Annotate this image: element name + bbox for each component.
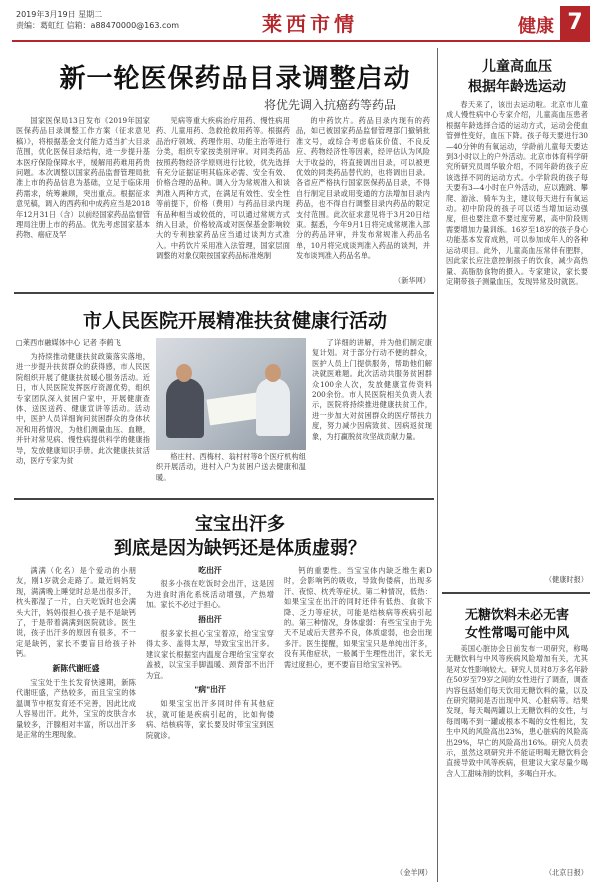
third-col-1b-text: 宝宝处于生长发育快速期，新陈代谢旺盛，产热较多，而且宝宝的体温调节中枢发育还不完善，因此比成人容易出汗。此外，宝宝的皮肤含水量较多，汗腺相对丰富，所以出汗多是正常的生理现象。 xyxy=(16,678,136,740)
subhead-illness-sweat: "病"出汗 xyxy=(194,685,226,695)
third-source: （金羊网） xyxy=(396,868,432,877)
third-col-1 xyxy=(16,566,136,882)
second-title: 市人民医院开展精准扶贫健康行活动 xyxy=(82,310,387,332)
lead-col-1-text: 国家医保局13日发布《2019年国家医保药品目录调整工作方案（征求意见稿）》，将根据基金支付能力适当扩大目录范围，优化医保目录结构，进一步提升基本医疗保险保障水平，缓解用药难用药贵问题。本次调整以国家药品监督管理局批准上市的药品信息为基础，立足于临床用药需求，统筹兼顾，突出重点。根据征求意见稿，调入的西药和中成药应当是2018年12月31日（含）以前经国家药品监督管理局注册上市的药品。优先考虑国家基本药物、癌症及罕 xyxy=(16,116,150,240)
section-name: 健康 xyxy=(518,16,554,37)
photo-figure xyxy=(166,378,204,438)
subhead-covered-sweat: 捂出汗 xyxy=(198,614,222,624)
right2-title-line-2: 女性常喝可能中风 xyxy=(464,626,569,641)
right2-title-line-1: 无糖饮料未必无害 xyxy=(464,608,569,623)
lead-subtitle: 将优先调入抗癌药等药品 xyxy=(263,98,396,112)
subhead-eating-sweat: 吃出汗 xyxy=(198,566,222,575)
third-col-3-text: 钙的重要性。当宝宝体内缺乏维生素D时，会影响钙的吸收，导致佝偻病，出现多汗、夜惊、枕秃等症状。第二种情况，低热：如果宝宝在出汗的同时还伴有低热、食欲下降、乏力等症状，可能是结核病等疾病引起的。第三种情况，身体虚弱：有些宝宝由于先天不足或后天营养不良，体质虚弱，也会出现多汗。医生提醒，如果宝宝只是单纯出汗多，没有其他症状，一般属于生理性出汗，家长无需过度担心，更不要盲目给宝宝补钙。 xyxy=(284,566,432,669)
second-col-2-text: 了详细的讲解，并为他们制定康复计划。对于部分行动不便的群众，医护人员上门提供服务，帮助他们解决就医难题。此次活动共服务贫困群众100余人次，发放健康宣传资料200余份。市人民医院相关负责人表示，医院将持续推进健康扶贫工作，进一步加大对贫困群众的医疗帮扶力度，努力减少因病致贫、因病返贫现象，为打赢脱贫攻坚战贡献力量。 xyxy=(312,338,432,441)
divider xyxy=(442,592,590,594)
right1-title-line-2: 根据年龄选运动 xyxy=(468,79,566,95)
lead-title: 新一轮医保药品目录调整启动 xyxy=(59,64,411,94)
third-title-line-1: 宝宝出汗多 xyxy=(195,514,285,535)
divider xyxy=(14,498,434,500)
divider xyxy=(14,292,434,294)
photo-document xyxy=(206,393,259,426)
third-col-3 xyxy=(284,566,432,866)
right1-body xyxy=(446,100,588,572)
second-byline: □莱西市融媒体中心 记者 李鹤飞 xyxy=(16,338,121,347)
page-number: 7 xyxy=(560,6,590,40)
paper-name: 莱西市情 xyxy=(262,12,358,36)
photo-caption xyxy=(156,452,306,492)
photo-figure xyxy=(256,378,290,436)
third-col-2 xyxy=(146,566,274,882)
lead-col-2-text: 见病等重大疾病治疗用药、慢性病用药、儿童用药、急救抢救用药等。根据药品治疗领域、药理作用、功能主治等进行分类，组织专家按类别评审。对同类药品按照药物经济学原则进行比较，优先选择有充分证据证明其临床必需、安全有效、价格合理的品种。调入分为常规准入和谈判准入两种方式，在满足有效性、安全性等前提下，价格（费用）与药品目录内现有品种相当或较低的，可以通过常规方式纳入目录，价格较高或对医保基金影响较大的专利独家药品应当通过谈判方式准入。中药饮片采用准入法管理，国家层面调整的对象仅限按国家药品标准炮制 xyxy=(156,116,290,261)
lead-source: （新华网） xyxy=(394,276,430,285)
second-col-1 xyxy=(16,352,150,492)
lead-col-2 xyxy=(156,116,290,286)
page-header xyxy=(12,6,590,42)
right1-source: （健康时报） xyxy=(544,575,588,584)
third-title-line-2: 到底是因为缺钙还是体质虚弱？ xyxy=(114,538,366,559)
right2-body xyxy=(446,644,588,866)
third-col-2c-text: 如果宝宝出汗多同时伴有其他症状，就可能是疾病引起的，比如佝偻病、结核病等，家长要及时带宝宝到医院就诊。 xyxy=(146,699,274,740)
lead-col-3-text: 的中药饮片。药品目录内现有的药品，如已被国家药品监督管理部门撤销批准文号，或综合考虑临床价值、不良反应、药物经济性等因素，经评估认为风险大于收益的，将直接调出目录，可以被更优效的同类药品替代的，也将调出目录。各省应严格执行国家医保药品目录，不得自行制定目录或用变通的方法增加目录内药品，也不得自行调整目录内药品的限定支付范围。此次征求意见将于3月20日结束。据悉，今年9月1日将完成常规准入部分的药品评审，并发布常规准入药品名单，10月将完成谈判准入药品的谈判，并发布谈判准入药品名单。 xyxy=(296,116,430,261)
second-col-1-text: 为持续推动健康扶贫政策落实落地，进一步提升扶贫群众的获得感，市人民医院组织开展了健康扶贫暖心服务活动。近日，市人民医院发挥医疗资源优势，组织专家团队深入贫困户家中，开展健康查体、送医送药、健康宣讲等活动。活动中，医护人员详细询问贫困群众的身体状况和用药情况，为他们测量血压、血糖，并针对常见病、慢性病提供科学的健康指导，发放健康知识手册。此次健康扶贫活动，医疗专家为贫 xyxy=(16,352,150,466)
column-divider xyxy=(437,48,438,882)
photo-figure xyxy=(265,364,281,382)
photo-caption-text: 格庄村、西梅村、翁村村等8个医疗机构组织开展活动，进村入户为贫困户送去健康和温暖。 xyxy=(156,452,306,482)
third-col-2b-text: 很多家长担心宝宝着凉，给宝宝穿得太多、盖得太厚，导致宝宝出汗多。建议家长根据室内温度合理给宝宝穿衣盖被，以宝宝手脚温暖、颈背部不出汗为宜。 xyxy=(146,629,274,680)
right2-source: （北京日报） xyxy=(544,868,588,877)
third-col-2-text: 很多小孩在吃饭时会出汗，这是因为进食时消化系统活动增强，产热增加。家长不必过于担心。 xyxy=(146,579,274,610)
subhead-metabolism: 新陈代谢旺盛 xyxy=(52,663,100,673)
right1-title-line-1: 儿童高血压 xyxy=(482,59,552,75)
header-meta xyxy=(16,9,179,31)
health-visit-photo xyxy=(156,338,306,450)
date-line: 2019年3月19日 星期二 xyxy=(16,10,103,19)
lead-col-3 xyxy=(296,116,430,276)
right1-body-text: 春天来了，该出去运动啦。北京市儿童成人慢性病中心专家介绍，儿童高血压患者根据年龄选择合适的运动方式，运动会使血管弹性变好，血压下降。孩子每天要进行30—40分钟的有氧运动，学龄前儿童每天要达到3小时以上的户外活动。北京市体育科学研究所研究员周华敏介绍，不同年龄的孩子应该选择不同的运动方式。小学阶段的孩子每天要有3—4小时在户外活动，应以跑跳、攀爬、游泳、骑车为主，建议每天进行有氧运动。初中阶段的孩子可以适当增加运动强度，但也要注意不要过度劳累，高中阶段则需要增加力量训练。16岁至18岁的孩子身心功能基本发育成熟，可以参加成年人的各种运动项目。此外，儿童高血压常伴有肥胖，因此家长应注意控制孩子的饮食，减少高热量、高脂肪食物的摄入。专家建议，家长要定期带孩子测量血压，发现异常及时就医。 xyxy=(446,100,588,286)
photo-figure xyxy=(176,364,192,382)
lead-col-1 xyxy=(16,116,150,286)
editor-line: 责编：葛虹红 信箱：a88470000@163.com xyxy=(16,21,180,30)
right2-body-text: 美国心脏协会日前发布一项研究，称喝无糖饮料与中风等疾病风险增加有关，尤其是对女性影响较大。研究人员对8万多名年龄在50岁至79岁之间的女性进行了调查，调查内容包括她们每天饮用无糖饮料的量，以及在研究期间是否出现中风、心脏病等。结果发现，每天喝两罐以上无糖饮料的女性，与每周喝不到一罐或根本不喝的女性相比，发生中风的风险高出23%，患心脏病的风险高出29%，早亡的风险高出16%。研究人员表示，虽然这项研究并不能证明喝无糖饮料会直接导致中风等疾病，但建议大家尽量少喝含人工甜味剂的饮料，多喝白开水。 xyxy=(446,644,588,778)
third-col-1-text: 满满（化名）是个爱动的小朋友，刚1岁就会走路了。最近妈妈发现，满满晚上睡觉时总是出很多汗，枕头都湿了一片，白天吃饭时也会满头大汗，妈妈很担心孩子是不是缺钙了，于是带着满满到医院就诊。医生说，孩子出汗多的原因有很多，不一定是缺钙，家长不要盲目给孩子补钙。 xyxy=(16,566,136,659)
second-col-2 xyxy=(312,338,432,492)
